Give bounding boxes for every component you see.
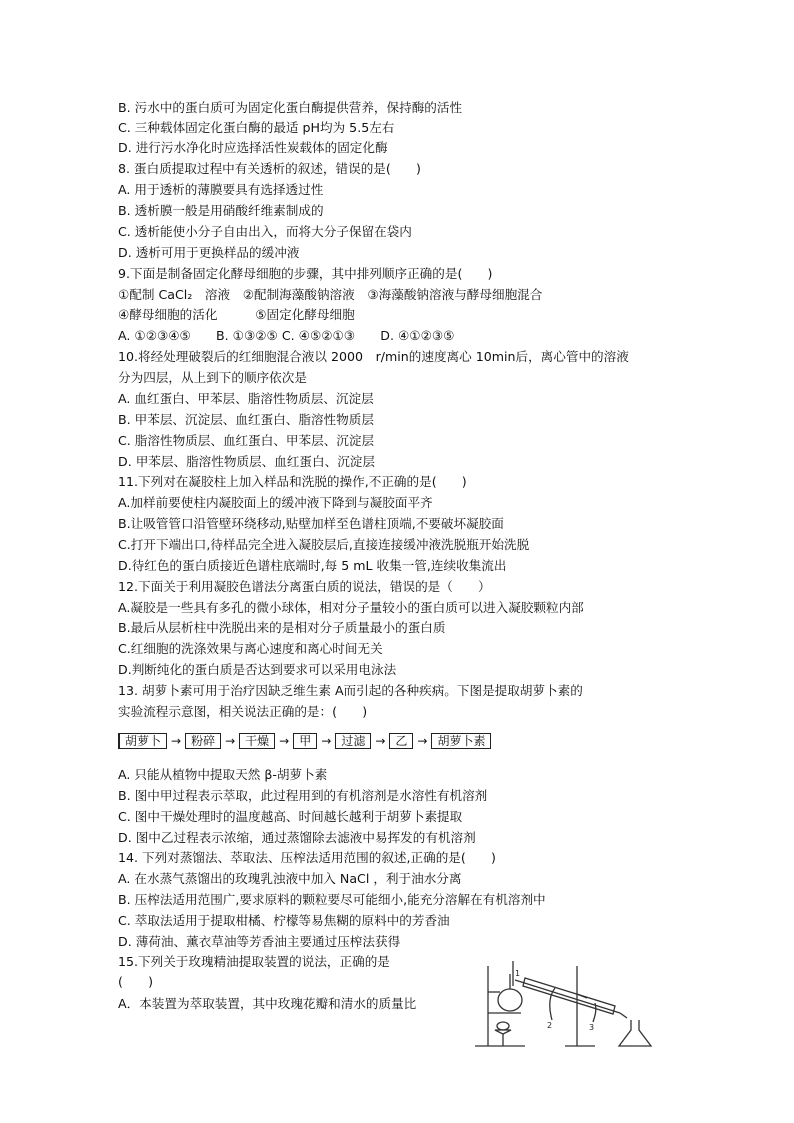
q14-option-b: B. 压榨法适用范围广,要求原料的颗粒要尽可能细小,能充分溶解在有机溶剂中 [118, 892, 546, 907]
q11-option-d: D.待红色的蛋白质接近色谱柱底端时,每 5 mL 收集一管,连续收集流出 [118, 558, 507, 573]
q9-steps-2: ④酵母细胞的活化 ⑤固定化酵母细胞 [118, 307, 355, 322]
q9-steps-1: ①配制 CaCl₂ 溶液 ②配制海藻酸钠溶液 ③海藻酸钠溶液与酵母细胞混合 [118, 287, 543, 302]
flow-step-crush: 粉碎 [185, 733, 221, 749]
q12-stem: 12.下面关于利用凝胶色谱法分离蛋白质的说法，错误的是（ ） [118, 579, 491, 594]
q13-flowchart [118, 733, 491, 749]
q8-option-a: A. 用于透析的薄膜要具有选择透过性 [118, 182, 324, 197]
q13-option-d: D. 图中乙过程表示浓缩，通过蒸馏除去滤液中易挥发的有机溶剂 [118, 830, 476, 845]
q7-option-d: D. 进行污水净化时应选择活性炭载体的固定化酶 [118, 140, 388, 155]
q12-option-a: A.凝胶是一些具有多孔的微小球体，相对分子量较小的蛋白质可以进入凝胶颗粒内部 [118, 600, 584, 615]
flow-arrow-icon: → [417, 734, 428, 748]
flow-step-dry: 干燥 [239, 733, 275, 749]
q7-option-c: C. 三种载体固定化蛋白酶的最适 pH均为 5.5左右 [118, 120, 395, 135]
q11-stem: 11.下列对在凝胶柱上加入样品和洗脱的操作,不正确的是( ) [118, 474, 467, 489]
q14-option-a: A. 在水蒸气蒸馏出的玫瑰乳浊液中加入 NaCl ，利于油水分离 [118, 871, 462, 886]
q14-option-c: C. 萃取法适用于提取柑橘、柠檬等易焦糊的原料中的芳香油 [118, 913, 450, 928]
flow-arrow-icon: → [321, 734, 332, 748]
q15-stem: 15.下列关于玫瑰精油提取装置的说法，正确的是 [118, 954, 390, 969]
q7-option-b: B. 污水中的蛋白质可为固定化蛋白酶提供营养，保持酶的活性 [118, 100, 463, 115]
q10-stem-1: 10.将经处理破裂后的红细胞混合液以 2000 r/min的速度离心 10min后，离心管中的溶液 [118, 349, 629, 364]
q12-option-c: C.红细胞的洗涤效果与离心速度和离心时间无关 [118, 641, 383, 656]
apparatus-label-2: 2 [547, 1021, 553, 1030]
flow-arrow-icon: → [171, 734, 182, 748]
q13-option-a: A. 只能从植物中提取天然 β-胡萝卜素 [118, 767, 328, 782]
q11-option-b: B.让吸管管口沿管壁环绕移动,贴壁加样至色谱柱顶端,不要破坏凝胶面 [118, 516, 504, 531]
q10-option-d: D. 甲苯层、脂溶性物质层、血红蛋白、沉淀层 [118, 454, 375, 469]
q8-stem: 8. 蛋白质提取过程中有关透析的叙述，错误的是( ) [118, 161, 421, 176]
apparatus-label-1: 1 [515, 969, 521, 978]
q15-bracket: ( ) [118, 974, 154, 989]
flow-arrow-icon: → [225, 734, 236, 748]
q12-option-b: B.最后从层析柱中洗脱出来的是相对分子质量最小的蛋白质 [118, 620, 446, 635]
q14-option-d: D. 薄荷油、薰衣草油等芳香油主要通过压榨法获得 [118, 934, 401, 949]
flow-arrow-icon: → [375, 734, 386, 748]
q8-option-d: D. 透析可用于更换样品的缓冲液 [118, 245, 300, 260]
q14-stem: 14. 下列对蒸馏法、萃取法、压榨法适用范围的叙述,正确的是( ) [118, 850, 496, 865]
q8-option-c: C. 透析能使小分子自由出入，而将大分子保留在袋内 [118, 224, 412, 239]
flow-step-yi: 乙 [389, 733, 413, 749]
flow-step-carotene: 胡萝卜素 [431, 733, 491, 749]
q11-option-a: A.加样前要使柱内凝胶面上的缓冲液下降到与凝胶面平齐 [118, 495, 433, 510]
distillation-apparatus-figure [455, 958, 670, 1053]
apparatus-label-3: 3 [589, 1023, 595, 1032]
q10-stem-2: 分为四层，从上到下的顺序依次是 [118, 370, 307, 385]
q9-stem: 9.下面是制备固定化酵母细胞的步骤，其中排列顺序正确的是( ) [118, 266, 493, 281]
q12-option-d: D.判断纯化的蛋白质是否达到要求可以采用电泳法 [118, 662, 397, 677]
q15-option-a: A．本装置为萃取装置，其中玫瑰花瓣和清水的质量比 [118, 996, 417, 1011]
q13-option-b: B. 图中甲过程表示萃取，此过程用到的有机溶剂是水溶性有机溶剂 [118, 788, 488, 803]
flow-step-carrot: 胡萝卜 [118, 733, 167, 749]
flow-step-jia: 甲 [293, 733, 317, 749]
q13-stem-1: 13. 胡萝卜素可用于治疗因缺乏维生素 A而引起的各种疾病。下图是提取胡萝卜素的 [118, 683, 583, 698]
q10-option-b: B. 甲苯层、沉淀层、血红蛋白、脂溶性物质层 [118, 412, 374, 427]
q9-options: A. ①②③④⑤ B. ①③②⑤ C. ④⑤②①③ D. ④①②③⑤ [118, 328, 455, 343]
q8-option-b: B. 透析膜一般是用硝酸纤维素制成的 [118, 203, 324, 218]
q13-stem-2: 实验流程示意图，相关说法正确的是：( ) [118, 704, 368, 719]
q13-option-c: C. 图中干燥处理时的温度越高、时间越长越利于胡萝卜素提取 [118, 809, 463, 824]
flow-arrow-icon: → [279, 734, 290, 748]
q11-option-c: C.打开下端出口,待样品完全进入凝胶层后,直接连接缓冲液洗脱瓶开始洗脱 [118, 537, 530, 552]
q10-option-c: C. 脂溶性物质层、血红蛋白、甲苯层、沉淀层 [118, 433, 375, 448]
q10-option-a: A. 血红蛋白、甲苯层、脂溶性物质层、沉淀层 [118, 391, 374, 406]
flow-step-filter: 过滤 [335, 733, 371, 749]
